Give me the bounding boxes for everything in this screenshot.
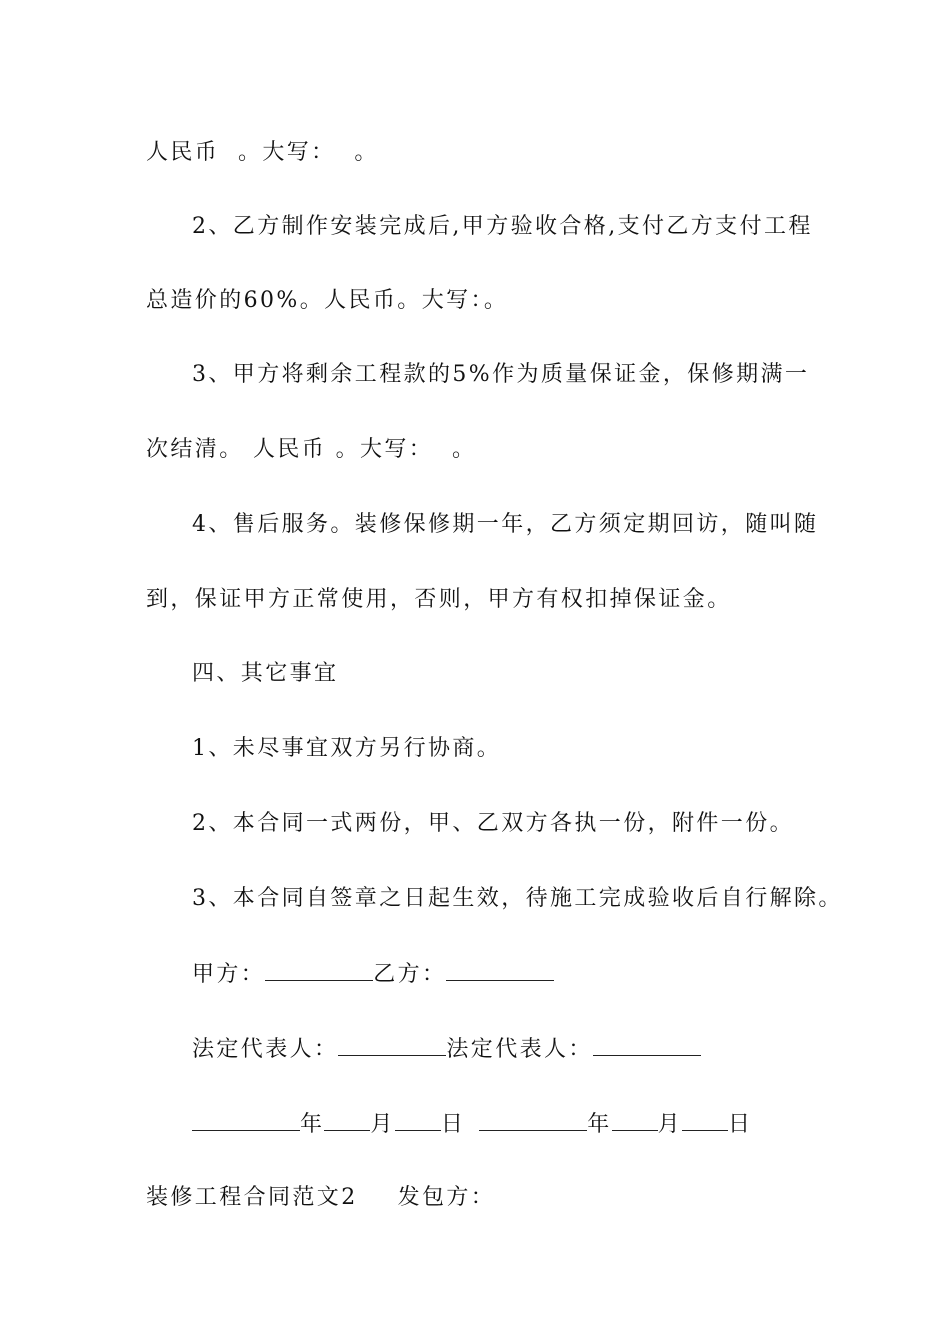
rep-b-label: 法定代表人：: [446, 1037, 593, 1062]
date-a-year-blank: [192, 1108, 300, 1131]
other-item-2: 2、本合同一式两份，甲、乙双方各执一份，附件一份。: [192, 811, 794, 836]
party-a-blank: [265, 958, 373, 981]
date-b-year: 年: [587, 1112, 612, 1137]
date-b-month: 月: [657, 1112, 683, 1137]
clause-3-warranty-cont: 次结清。 人民币 。大写： 。: [146, 437, 477, 462]
party-a-label: 甲方：: [192, 962, 266, 987]
clause-4-service: 4、售后服务。装修保修期一年，乙方须定期回访，随叫随: [192, 512, 819, 537]
signature-parties: [192, 958, 554, 990]
clause-2-payment-cont: 总造价的60%。人民币。大写：。: [146, 288, 509, 313]
footer-line: [146, 1183, 495, 1213]
party-b-blank: [446, 958, 554, 981]
other-item-3: 3、本合同自签章之日起生效，待施工完成验收后自行解除。: [192, 886, 843, 911]
paragraph-rmb-1: 人民币 。大写： 。: [146, 140, 379, 165]
date-a-month-blank: [324, 1108, 370, 1131]
date-a-year: 年: [300, 1112, 325, 1137]
date-b-month-blank: [612, 1108, 658, 1131]
rep-a-blank: [338, 1033, 446, 1056]
clause-3-warranty: 3、甲方将剩余工程款的5%作为质量保证金，保修期满一: [192, 362, 810, 387]
party-b-label: 乙方：: [373, 962, 447, 987]
date-b-day: 日: [728, 1112, 753, 1137]
signature-dates: [192, 1108, 752, 1140]
other-item-1: 1、未尽事宜双方另行协商。: [192, 736, 502, 761]
date-b-year-blank: [479, 1108, 587, 1131]
section-heading-other: 四、其它事宜: [192, 661, 339, 686]
date-a-day-blank: [395, 1108, 441, 1131]
rep-a-label: 法定代表人：: [192, 1037, 339, 1062]
date-b-day-blank: [682, 1108, 728, 1131]
rep-b-blank: [593, 1033, 701, 1056]
clause-4-service-cont: 到，保证甲方正常使用，否则，甲方有权扣掉保证金。: [146, 587, 732, 612]
contractor-label: 发包方：: [397, 1185, 496, 1210]
clause-2-payment: 2、乙方制作安装完成后,甲方验收合格,支付乙方支付工程: [192, 214, 813, 239]
date-a-day: 日: [440, 1112, 466, 1137]
document-title: 装修工程合同范文2: [146, 1185, 358, 1210]
date-a-month: 月: [370, 1112, 395, 1137]
signature-representatives: [192, 1033, 701, 1065]
